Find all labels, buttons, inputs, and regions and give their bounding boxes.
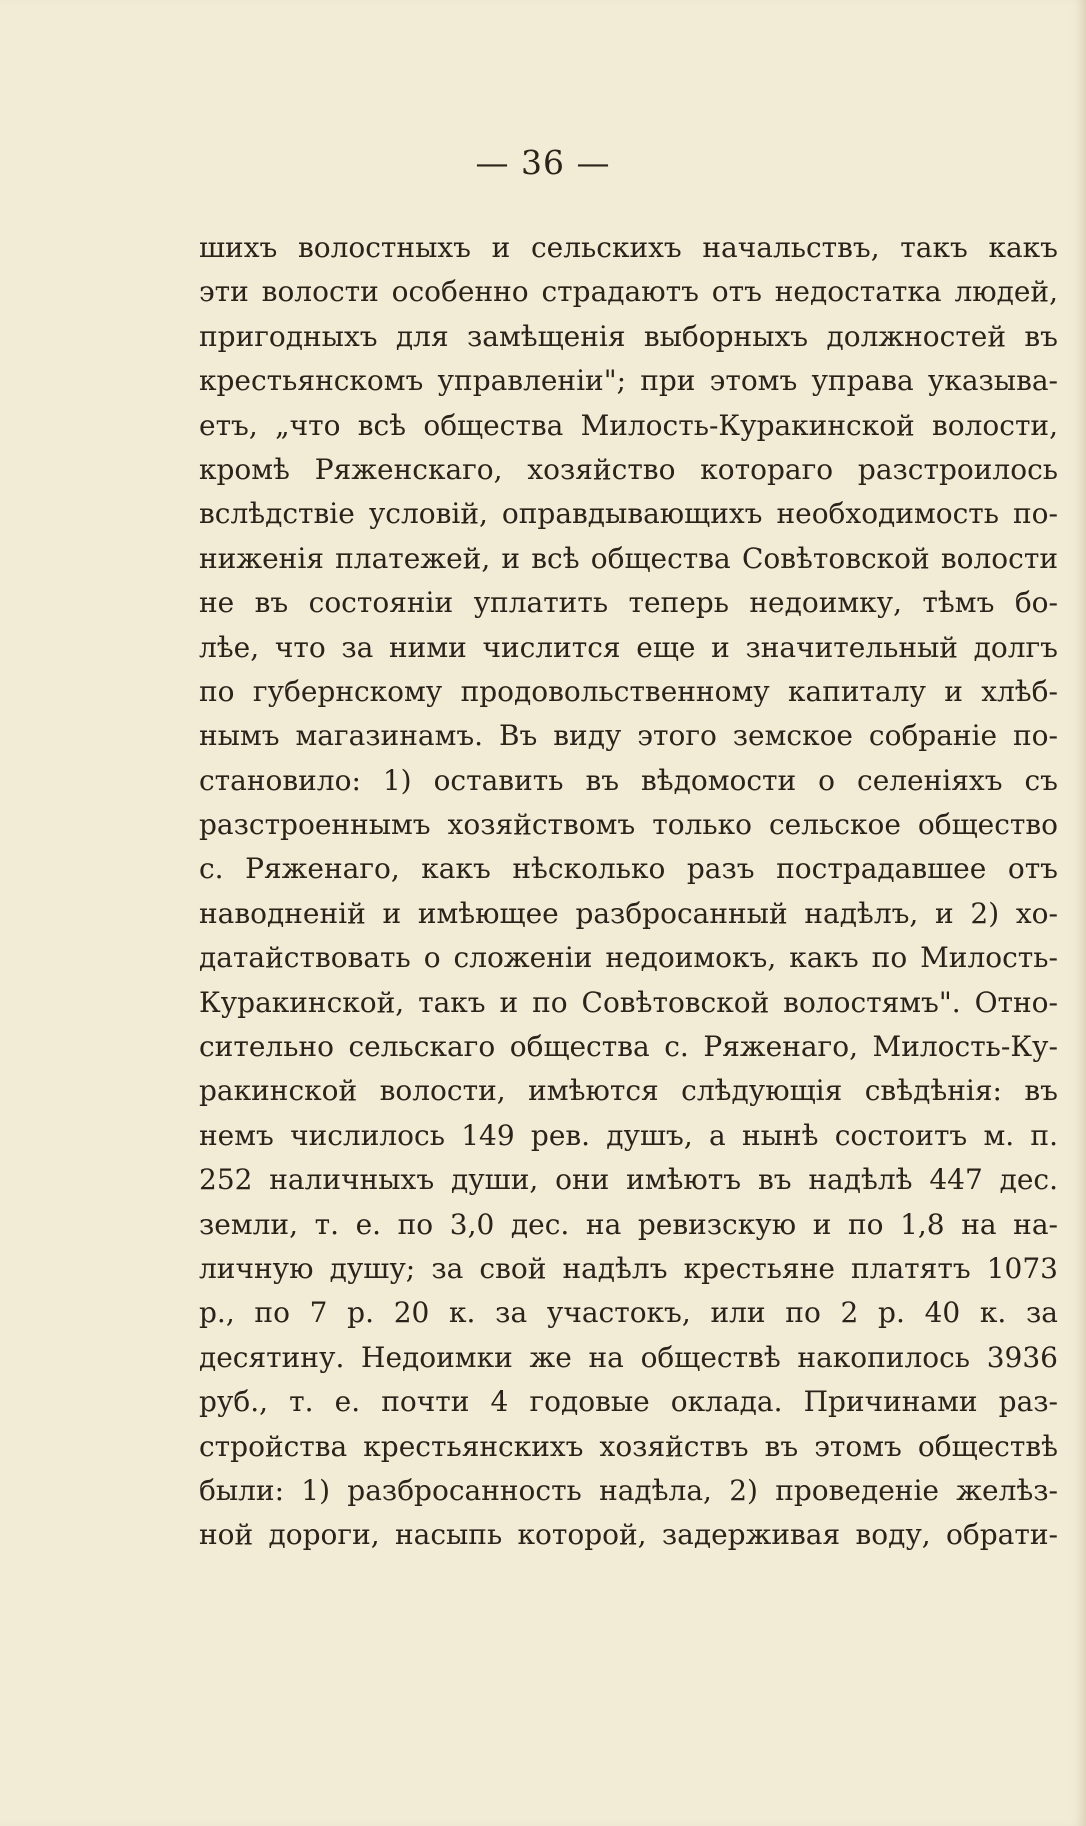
text-line: эти волости особенно страдаютъ отъ недостатка людей,	[199, 275, 1058, 309]
text-line: были: 1) разбросанность надѣла, 2) проведеніе желѣз-	[199, 1473, 1058, 1507]
text-line: етъ, „что всѣ общества Милость-Куракинской волости,	[199, 408, 1058, 442]
text-line: Куракинской, такъ и по Совѣтовской волостямъ". Отно-	[199, 985, 1058, 1019]
text-line: стройства крестьянскихъ хозяйствъ въ этомъ обществѣ	[199, 1429, 1058, 1463]
text-line: становило: 1) оставить въ вѣдомости о селеніяхъ съ	[199, 763, 1058, 797]
text-line: с. Ряженаго, какъ нѣсколько разъ пострадавшее отъ	[199, 852, 1058, 886]
text-line: не въ состояніи уплатить теперь недоимку, тѣмъ бо-	[199, 586, 1058, 620]
text-line: нымъ магазинамъ. Въ виду этого земское собраніе по-	[199, 719, 1058, 753]
text-line: лѣе, что за ними числится еще и значительный долгъ	[199, 630, 1058, 664]
page-number: — 36 —	[475, 143, 611, 182]
text-line: ракинской волости, имѣются слѣдующія свѣдѣнія: въ	[199, 1074, 1058, 1108]
text-line: разстроеннымъ хозяйствомъ только сельское общество	[199, 808, 1058, 842]
text-line: 252 наличныхъ души, они имѣютъ въ надѣлѣ 447 дес.	[199, 1163, 1058, 1197]
text-line: личную душу; за свой надѣлъ крестьяне платятъ 1073	[199, 1251, 1058, 1285]
text-line: шихъ волостныхъ и сельскихъ начальствъ, такъ какъ	[199, 231, 1058, 264]
text-line: по губернскому продовольственному капиталу и хлѣб-	[199, 674, 1058, 708]
text-line: наводненій и имѣющее разбросанный надѣлъ, и 2) хо-	[199, 896, 1058, 930]
body-text	[199, 226, 1058, 1558]
text-line: датайствовать о сложеніи недоимокъ, какъ по Милость-	[199, 941, 1058, 975]
text-line: земли, т. е. по 3,0 дес. на ревизскую и по 1,8 на на-	[199, 1207, 1058, 1241]
text-line: ниженія платежей, и всѣ общества Совѣтовской волости	[199, 541, 1058, 575]
text-line: десятину. Недоимки же на обществѣ накопилось 3936	[199, 1340, 1058, 1374]
text-line: крестьянскомъ управленіи"; при этомъ управа указыва-	[199, 364, 1058, 398]
text-line: кромѣ Ряженскаго, хозяйство котораго разстроилось	[199, 452, 1058, 486]
text-line: сительно сельскаго общества с. Ряженаго, Милость-Ку-	[199, 1030, 1058, 1064]
text-line: немъ числилось 149 рев. душъ, а нынѣ состоитъ м. п.	[199, 1118, 1058, 1152]
text-line: вслѣдствіе условій, оправдывающихъ необходимость по-	[199, 497, 1058, 531]
text-line: р., по 7 р. 20 к. за участокъ, или по 2 р. 40 к. за	[199, 1296, 1058, 1330]
text-line: пригодныхъ для замѣщенія выборныхъ должностей въ	[199, 319, 1058, 353]
text-line: руб., т. е. почти 4 годовые оклада. Причинами раз-	[199, 1385, 1058, 1419]
text-line: ной дороги, насыпь которой, задерживая воду, обрати-	[199, 1518, 1058, 1552]
